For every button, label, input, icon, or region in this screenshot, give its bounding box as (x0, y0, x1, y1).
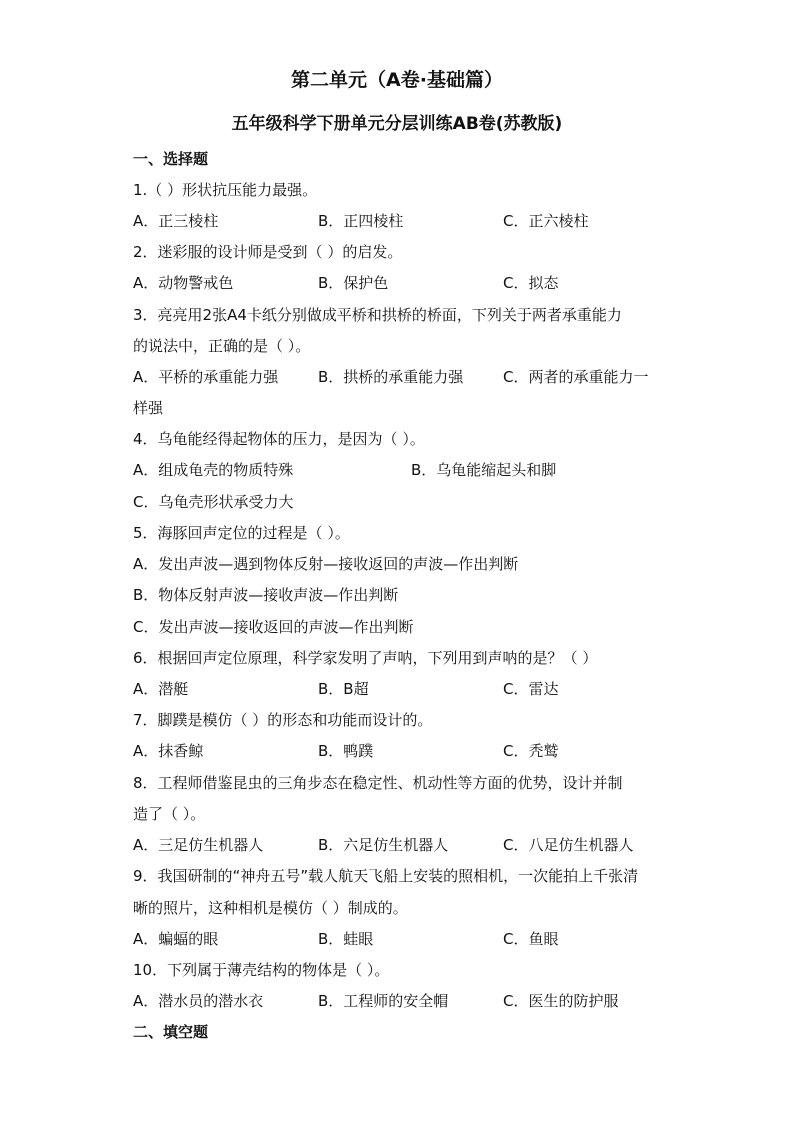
question-8-stem-line-2: 造了（ ）。 (133, 805, 206, 823)
question-7-option-a: A．抹香鲸 (133, 742, 204, 760)
section-heading-fill: 二、填空题 (133, 1023, 209, 1041)
question-10-option-c: C．医生的防护服 (503, 992, 619, 1010)
question-7-option-c: C．秃鹫 (503, 742, 559, 760)
question-8-option-b: B．六足仿生机器人 (318, 836, 449, 854)
question-9-option-c: C．鱼眼 (503, 930, 559, 948)
question-4-stem: 4．乌龟能经得起物体的压力，是因为（ ）。 (133, 430, 425, 448)
question-5-option-b: B．物体反射声波—接收声波—作出判断 (133, 586, 399, 604)
question-3-option-c: C．两者的承重能力一 (503, 368, 649, 386)
question-3-option-b: B．拱桥的承重能力强 (318, 368, 464, 386)
question-1-option-a: A．正三棱柱 (133, 212, 219, 230)
question-7-stem: 7．脚蹼是模仿（ ）的形态和功能而设计的。 (133, 711, 433, 729)
question-5-option-a: A．发出声波—遇到物体反射—接收返回的声波—作出判断 (133, 555, 519, 573)
question-2-option-a: A．动物警戒色 (133, 274, 234, 292)
question-10-option-b: B．工程师的安全帽 (318, 992, 449, 1010)
document-title: 第二单元（A卷·基础篇） (291, 69, 503, 91)
question-10-stem: 10．下列属于薄壳结构的物体是（ ）。 (133, 961, 390, 979)
question-3-option-c-continued: 样强 (133, 399, 164, 417)
question-3-stem-line-2: 的说法中，正确的是（ ）。 (133, 337, 311, 355)
question-9-option-a: A．蝙蝠的眼 (133, 930, 219, 948)
question-9-stem-line-2: 晰的照片，这种相机是模仿（ ）制成的。 (133, 899, 408, 917)
question-4-option-b: B．乌龟能缩起头和脚 (411, 461, 557, 479)
question-5-stem: 5．海豚回声定位的过程是（ ）。 (133, 524, 350, 542)
question-9-stem-line-1: 9．我国研制的“神舟五号”载人航天飞船上安装的照相机，一次能拍上千张清 (133, 867, 639, 885)
question-8-stem-line-1: 8．工程师借鉴昆虫的三角步态在稳定性、机动性等方面的优势，设计并制 (133, 774, 623, 792)
section-heading-choice: 一、选择题 (133, 150, 209, 168)
question-8-option-a: A．三足仿生机器人 (133, 836, 264, 854)
question-9-option-b: B．蛙眼 (318, 930, 374, 948)
question-6-option-c: C．雷达 (503, 680, 559, 698)
question-3-option-a: A．平桥的承重能力强 (133, 368, 279, 386)
document-subtitle: 五年级科学下册单元分层训练AB卷(苏教版) (231, 114, 563, 134)
question-2-option-b: B．保护色 (318, 274, 389, 292)
question-7-option-b: B．鸭蹼 (318, 742, 374, 760)
question-6-option-b: B．B超 (318, 680, 369, 698)
question-4-option-a: A．组成龟壳的物质特殊 (133, 461, 294, 479)
question-1-stem: 1.（ ）形状抗压能力最强。 (133, 181, 318, 199)
question-5-option-c: C．发出声波—接收返回的声波—作出判断 (133, 618, 414, 636)
question-2-stem: 2．迷彩服的设计师是受到（ ）的启发。 (133, 243, 403, 261)
question-4-option-c: C．乌龟壳形状承受力大 (133, 493, 294, 511)
question-8-option-c: C．八足仿生机器人 (503, 836, 634, 854)
question-2-option-c: C．拟态 (503, 274, 559, 292)
question-6-option-a: A．潜艇 (133, 680, 189, 698)
question-10-option-a: A．潜水员的潜水衣 (133, 992, 264, 1010)
question-3-stem-line-1: 3．亮亮用2张A4卡纸分别做成平桥和拱桥的桥面，下列关于两者承重能力 (133, 306, 622, 324)
question-1-option-b: B．正四棱柱 (318, 212, 404, 230)
question-6-stem: 6．根据回声定位原理，科学家发明了声呐，下列用到声呐的是？（ ） (133, 649, 598, 667)
question-1-option-c: C．正六棱柱 (503, 212, 589, 230)
